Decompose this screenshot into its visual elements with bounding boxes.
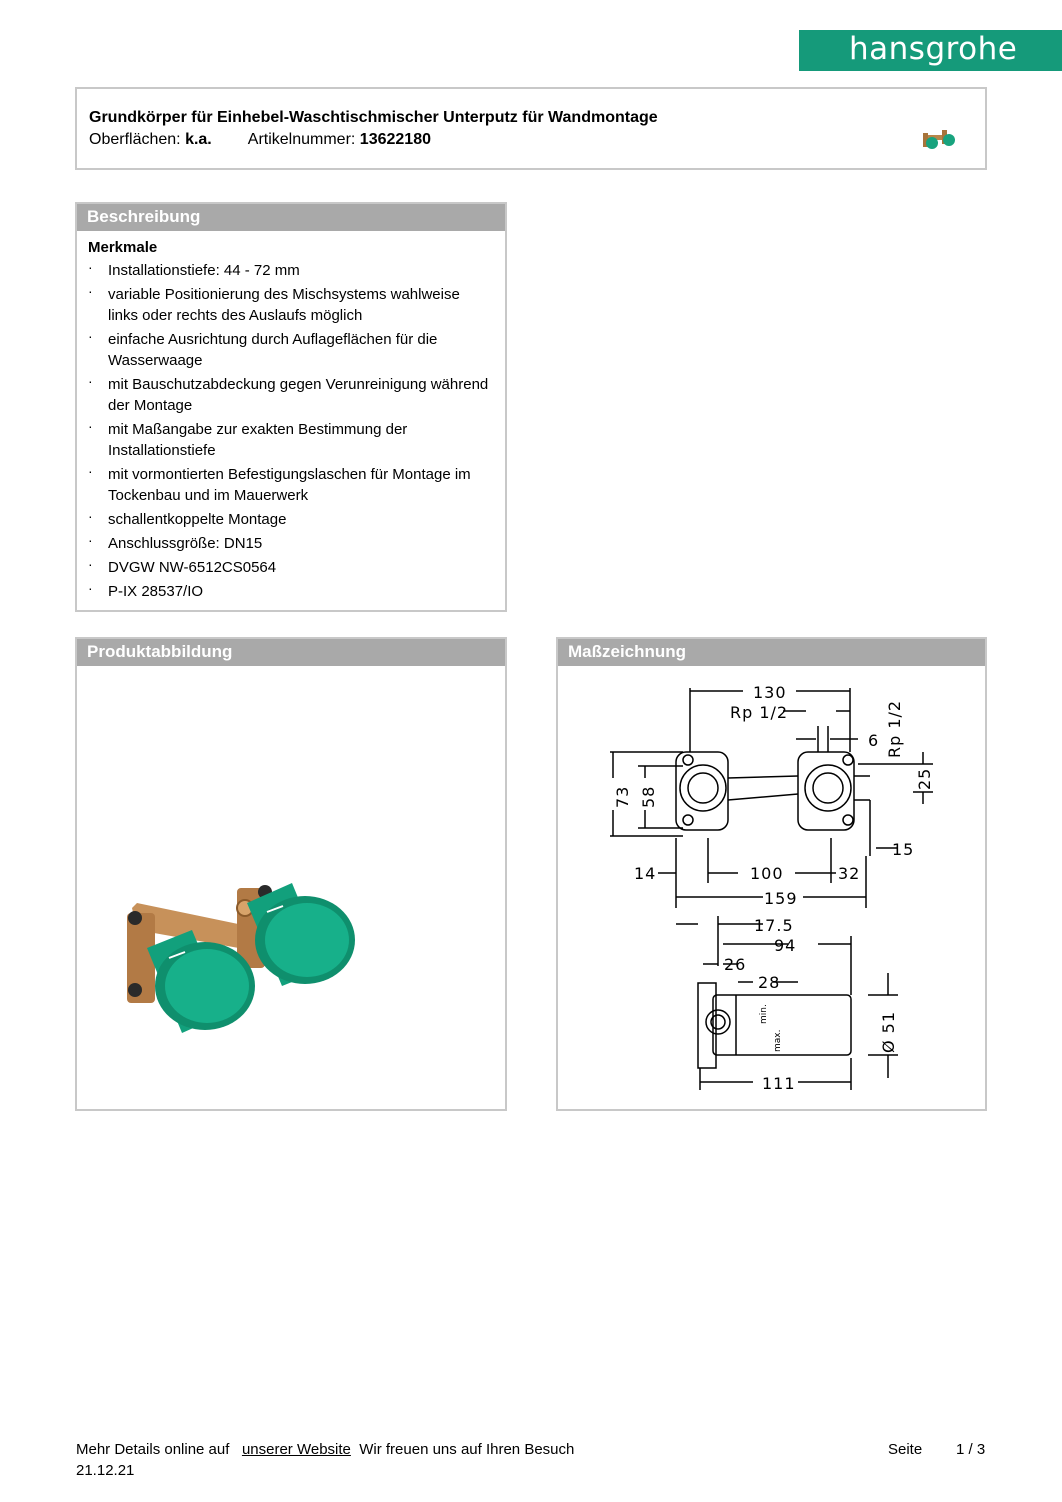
- footer-text-2: Wir freuen uns auf Ihren Besuch: [359, 1441, 575, 1458]
- page-number: 1 / 3: [956, 1441, 986, 1458]
- list-item: · schallentkoppelte Montage: [88, 508, 287, 528]
- footer-date: 21.12.21: [76, 1462, 135, 1479]
- surface-value: k.a.: [185, 131, 212, 148]
- dim-14: 14: [634, 864, 657, 883]
- description-panel: [75, 202, 507, 612]
- product-title: Grundkörper für Einhebel-Waschtischmischer Unterputz für Wandmontage: [89, 109, 658, 126]
- list-item: · P-IX 28537/IO: [88, 580, 204, 600]
- dim-32: 32: [838, 864, 861, 883]
- dim-28: 28: [758, 973, 781, 992]
- dim-max: max.: [773, 1029, 783, 1052]
- product-header: [75, 87, 987, 170]
- dim-94: 94: [774, 936, 797, 955]
- website-link[interactable]: unserer Website: [241, 1441, 351, 1458]
- list-item: · mit Maßangabe zur exakten Bestimmung der Installationstiefe: [88, 418, 408, 459]
- list-item: · mit Bauschutzabdeckung gegen Verunreinigung während der Montage: [88, 373, 489, 414]
- surface-label: Oberflächen:: [89, 131, 181, 148]
- dim-26: 26: [724, 955, 747, 974]
- description-heading: Beschreibung: [77, 204, 505, 231]
- dim-rp-right: Rp 1/2: [885, 699, 904, 758]
- page-label: Seite: [888, 1441, 923, 1458]
- dim-159: 159: [764, 889, 798, 908]
- footer-line: [76, 1441, 574, 1458]
- article-number: 13622180: [359, 131, 431, 148]
- dim-17-5: 17.5: [754, 916, 794, 935]
- features-title: Merkmale: [88, 239, 158, 256]
- product-meta: [89, 131, 431, 149]
- dimension-drawing: [558, 668, 985, 1111]
- product-thumbnail-icon: [920, 127, 958, 153]
- list-item: · Anschlussgröße: DN15: [88, 532, 263, 552]
- list-item: · DVGW NW-6512CS0564: [88, 556, 277, 576]
- dim-6: 6: [868, 731, 880, 750]
- product-photo: [77, 668, 505, 1111]
- hansgrohe-logo: hansgrohe: [799, 30, 1062, 71]
- dim-rp-top: Rp 1/2: [730, 703, 789, 722]
- dim-73: 73: [613, 785, 632, 808]
- list-item: · mit vormontierten Befestigungslaschen für Montage im Tockenbau und im Mauerwerk: [88, 463, 471, 504]
- feature-list: [88, 260, 493, 605]
- dim-58: 58: [639, 785, 658, 808]
- dim-15: 15: [892, 840, 915, 859]
- product-image-panel: [75, 637, 507, 1111]
- dimension-drawing-heading: Maßzeichnung: [558, 639, 985, 666]
- list-item: · Installationstiefe: 44 - 72 mm: [88, 259, 300, 279]
- dim-diameter-51: Ø 51: [879, 1010, 898, 1053]
- footer-text-1: Mehr Details online auf: [76, 1441, 230, 1458]
- dim-25: 25: [915, 767, 934, 790]
- article-label: Artikelnummer:: [247, 131, 356, 148]
- list-item: · einfache Ausrichtung durch Auflageflächen für die Wasserwaage: [88, 328, 438, 369]
- dimension-drawing-panel: [556, 637, 987, 1111]
- dim-111: 111: [762, 1074, 796, 1093]
- product-image-heading: Produktabbildung: [77, 639, 505, 666]
- dim-130: 130: [753, 683, 787, 702]
- dim-min: min.: [759, 1004, 769, 1024]
- list-item: · variable Positionierung des Mischsystems wahlweise links oder rechts des Auslaufs möglich: [88, 283, 460, 324]
- dim-100: 100: [750, 864, 784, 883]
